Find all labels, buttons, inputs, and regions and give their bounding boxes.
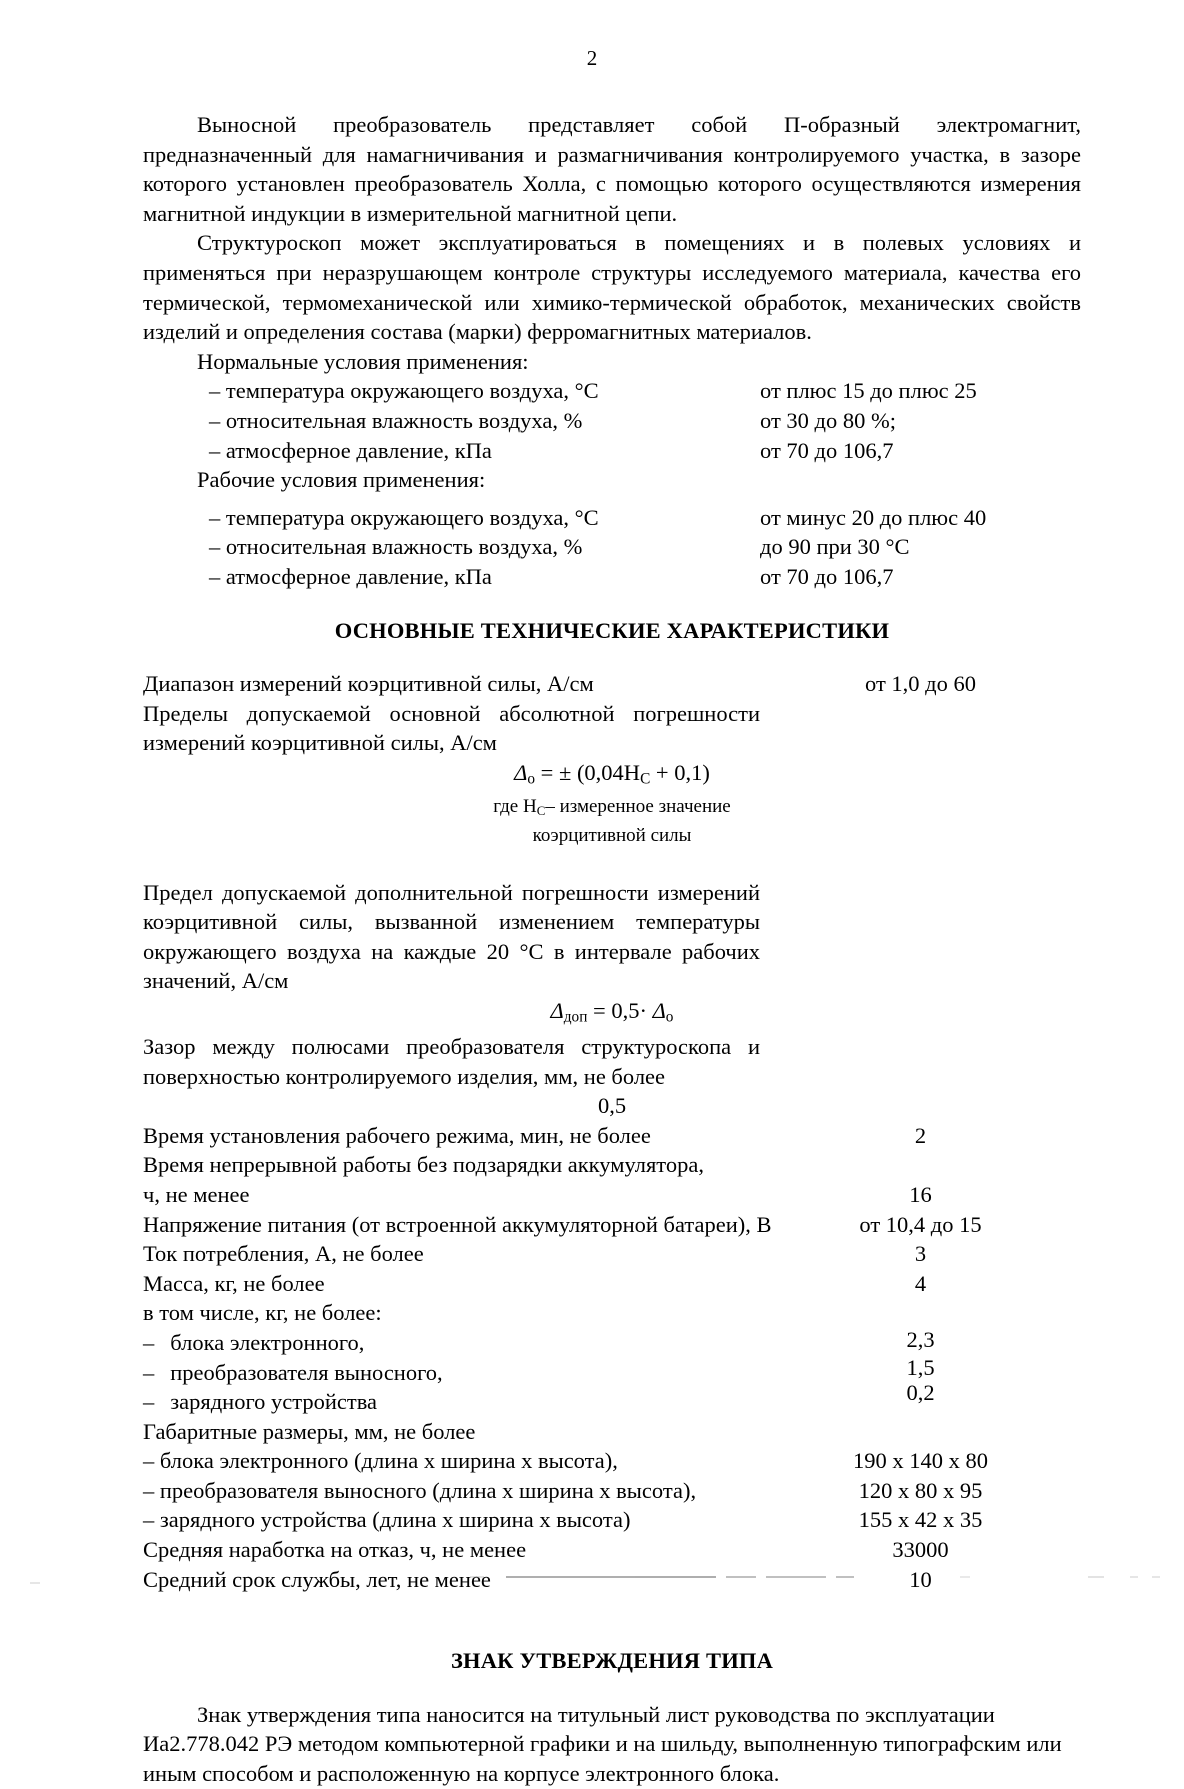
formula-h-subscript: C	[640, 770, 651, 788]
mass-breakdown-value: 2,3	[906, 1326, 935, 1352]
dimensions-label: – преобразователя выносного (длина х ширина х высота),	[143, 1477, 697, 1503]
spec-label-warmup: Время установления рабочего режима, мин, не более	[143, 1122, 651, 1148]
normal-condition-value: от 70 до 106,7	[760, 437, 894, 463]
spec-label-current: Ток потребления, А, не более	[143, 1241, 424, 1267]
spec-value-range: от 1,0 до 60	[865, 671, 976, 697]
normal-condition-label: – атмосферное давление, кПа	[209, 437, 492, 463]
spec-formula-extra-error	[143, 996, 1081, 1032]
spec-label-gap: Зазор между полюсами преобразователя структуроскопа и поверхностью контролируемого изделия, мм, не более	[143, 1033, 760, 1089]
spec-label-lifetime: Средний срок службы, лет, не менее	[143, 1566, 491, 1592]
spec-value-supply-voltage: от 10,4 до 15	[859, 1211, 982, 1237]
note-suffix: – измеренное значение	[545, 795, 731, 817]
formula-delta2-symbol: Δ	[652, 998, 666, 1024]
paragraph-converter-description: Выносной преобразователь представляет собой П-образный электромагнит, предназначенный для намагничивания и размагничивания контролируемого участка, в зазоре которого установлен преобразователь Холла, с помощью которого осуществляются измерения магнитной индукции в измерительной магнитной цепи.	[143, 112, 1081, 226]
mass-breakdown-label: – преобразователя выносного,	[143, 1359, 443, 1385]
top-spacer-2	[143, 40, 1081, 80]
mass-breakdown-text: блока электронного,	[170, 1329, 365, 1355]
dimensions-value: 155 х 42 х 35	[858, 1507, 983, 1533]
spec-row-range	[143, 669, 1081, 699]
mass-breakdown-label: – блока электронного,	[143, 1329, 365, 1355]
normal-condition-row	[143, 436, 1081, 466]
spec-row-warmup	[143, 1121, 1081, 1151]
spec-value-gap: 0,5	[597, 1093, 627, 1119]
spec-label-main-error: Пределы допускаемой основной абсолютной погрешности измерений коэрцитивной силы, А/см	[143, 700, 760, 756]
spec-value-mtbf: 33000	[892, 1537, 949, 1563]
spec-row-current	[143, 1239, 1081, 1269]
normal-conditions-title: Нормальные условия применения:	[197, 348, 529, 374]
type-mark-para-spacer	[143, 1676, 1081, 1700]
formula-body: = ± (0,04H	[535, 759, 641, 785]
note-h-subscript: C	[536, 802, 546, 818]
spec-label-extra-error: Предел допускаемой дополнительной погрешности измерений коэрцитивной силы, вызванной изменением температуры окружающего воздуха на каждые 20 °С в интервале рабочих значений, А/см	[143, 879, 760, 994]
page-content	[143, 0, 1081, 1789]
extra-error-spacer	[143, 848, 1081, 878]
spec-label-range: Диапазон измерений коэрцитивной силы, А/см	[143, 671, 594, 697]
working-condition-label: – атмосферное давление, кПа	[209, 563, 492, 589]
spec-row-lifetime	[143, 1565, 1081, 1595]
formula-delta-symbol: Δ	[550, 998, 564, 1024]
section-heading-type-mark: ЗНАК УТВЕРЖДЕНИЯ ТИПА	[450, 1648, 774, 1674]
spec-value-lifetime: 10	[909, 1566, 932, 1592]
dimensions-row	[143, 1505, 1081, 1535]
mass-breakdown-text: преобразователя выносного,	[170, 1359, 443, 1385]
dimensions-label: – зарядного устройства (длина х ширина х высота)	[143, 1507, 631, 1533]
specs-heading-spacer	[143, 592, 1081, 616]
paragraph-type-mark: Знак утверждения типа наносится на титульный лист руководства по эксплуатации Иа2.778.042 РЭ методом компьютерной графики и на шильду, выполненную типографским или иным способом и расположенную на корпусе электронного блока.	[143, 1701, 1062, 1787]
formula-delta-subscript: доп	[563, 1008, 588, 1026]
working-condition-label: – температура окружающего воздуха, °С	[209, 504, 599, 530]
spec-value-current: 3	[914, 1241, 927, 1267]
mass-breakdown-label: – зарядного устройства	[143, 1389, 378, 1415]
working-conditions-spacer	[143, 495, 1081, 503]
working-condition-row	[143, 562, 1081, 592]
working-condition-value: от минус 20 до плюс 40	[760, 504, 987, 530]
spec-value-warmup: 2	[914, 1122, 927, 1148]
mass-breakdown-value: 1,5	[906, 1354, 935, 1380]
working-conditions-title: Рабочие условия применения:	[197, 467, 486, 493]
paragraph-structuroscope-usage: Структуроскоп может эксплуатироваться в помещениях и в полевых условиях и применяться при неразрушающем контроле структуры исследуемого материала, качества его термической, термомеханической или химико-термической обработок, механических свойств изделий и определения состава (марки) ферромагнитных материалов.	[143, 230, 1081, 345]
spec-label-mass: Масса, кг, не более	[143, 1270, 325, 1296]
normal-condition-value: от 30 до 80 %;	[760, 407, 896, 433]
working-condition-row	[143, 503, 1081, 533]
normal-condition-label: – относительная влажность воздуха, %	[209, 407, 583, 433]
page-number: 2	[586, 46, 598, 70]
spec-row-main-error	[143, 699, 1081, 848]
type-mark-spacer-2	[143, 1634, 1081, 1646]
spec-label-runtime-line2: ч, не менее	[143, 1181, 250, 1207]
dimensions-label: – блока электронного (длина х ширина х высота),	[143, 1448, 618, 1474]
spec-value-mass: 4	[914, 1270, 927, 1296]
normal-condition-row	[143, 376, 1081, 406]
spec-label-supply-voltage: Напряжение питания (от встроенной аккумуляторной батареи), В	[143, 1211, 772, 1237]
spec-label-mtbf: Средняя наработка на отказ, ч, не менее	[143, 1537, 527, 1563]
mass-breakdown-title: в том числе, кг, не более:	[143, 1300, 382, 1326]
top-spacer-3	[143, 80, 1081, 110]
spec-row-runtime	[143, 1150, 1081, 1209]
formula-tail: + 0,1)	[650, 759, 710, 785]
spec-row-gap	[143, 1032, 1081, 1121]
spec-row-supply-voltage	[143, 1210, 1081, 1240]
working-condition-label: – относительная влажность воздуха, %	[209, 534, 583, 560]
dimensions-title: Габаритные размеры, мм, не более	[143, 1418, 476, 1444]
working-condition-value: от 70 до 106,7	[760, 563, 894, 589]
note-line-1	[143, 794, 1081, 823]
spec-note-main-error	[143, 794, 1081, 848]
working-condition-row	[143, 532, 1081, 562]
note-line-2: коэрцитивной силы	[532, 824, 692, 846]
spec-value-runtime: 16	[909, 1182, 932, 1208]
formula-delta-subscript: о	[527, 770, 536, 788]
dimensions-value: 120 х 80 х 95	[858, 1477, 983, 1503]
normal-condition-row	[143, 406, 1081, 436]
normal-condition-label: – температура окружающего воздуха, °С	[209, 378, 599, 404]
type-mark-spacer	[143, 1594, 1081, 1634]
mass-breakdown-value: 0,2	[906, 1380, 935, 1406]
formula-extra-error	[550, 998, 674, 1026]
specs-spacer	[143, 645, 1081, 669]
section-heading-specs: ОСНОВНЫЕ ТЕХНИЧЕСКИЕ ХАРАКТЕРИСТИКИ	[334, 617, 890, 643]
normal-condition-value: от плюс 15 до плюс 25	[760, 378, 977, 404]
formula-mid: = 0,5·	[587, 998, 653, 1024]
spec-formula-main-error	[143, 758, 1081, 794]
spec-row-extra-error	[143, 878, 1081, 1032]
dimensions-value: 190 х 140 х 80	[853, 1448, 988, 1474]
mass-breakdown-text: зарядного устройства	[170, 1389, 378, 1415]
spec-label-runtime-line1: Время непрерывной работы без подзарядки аккумулятора,	[143, 1152, 704, 1178]
formula-main-error	[514, 759, 710, 788]
note-prefix: где H	[493, 795, 537, 817]
formula-delta-symbol: Δ	[514, 759, 528, 785]
mass-breakdown-row	[143, 1380, 1081, 1417]
spec-row-mtbf	[143, 1535, 1081, 1565]
working-condition-value: до 90 при 30 °С	[760, 534, 910, 560]
top-spacer	[143, 0, 1081, 40]
formula-delta2-subscript: о	[665, 1008, 674, 1026]
dimensions-row	[143, 1476, 1081, 1506]
spec-row-mass	[143, 1269, 1081, 1299]
dimensions-row	[143, 1446, 1081, 1476]
